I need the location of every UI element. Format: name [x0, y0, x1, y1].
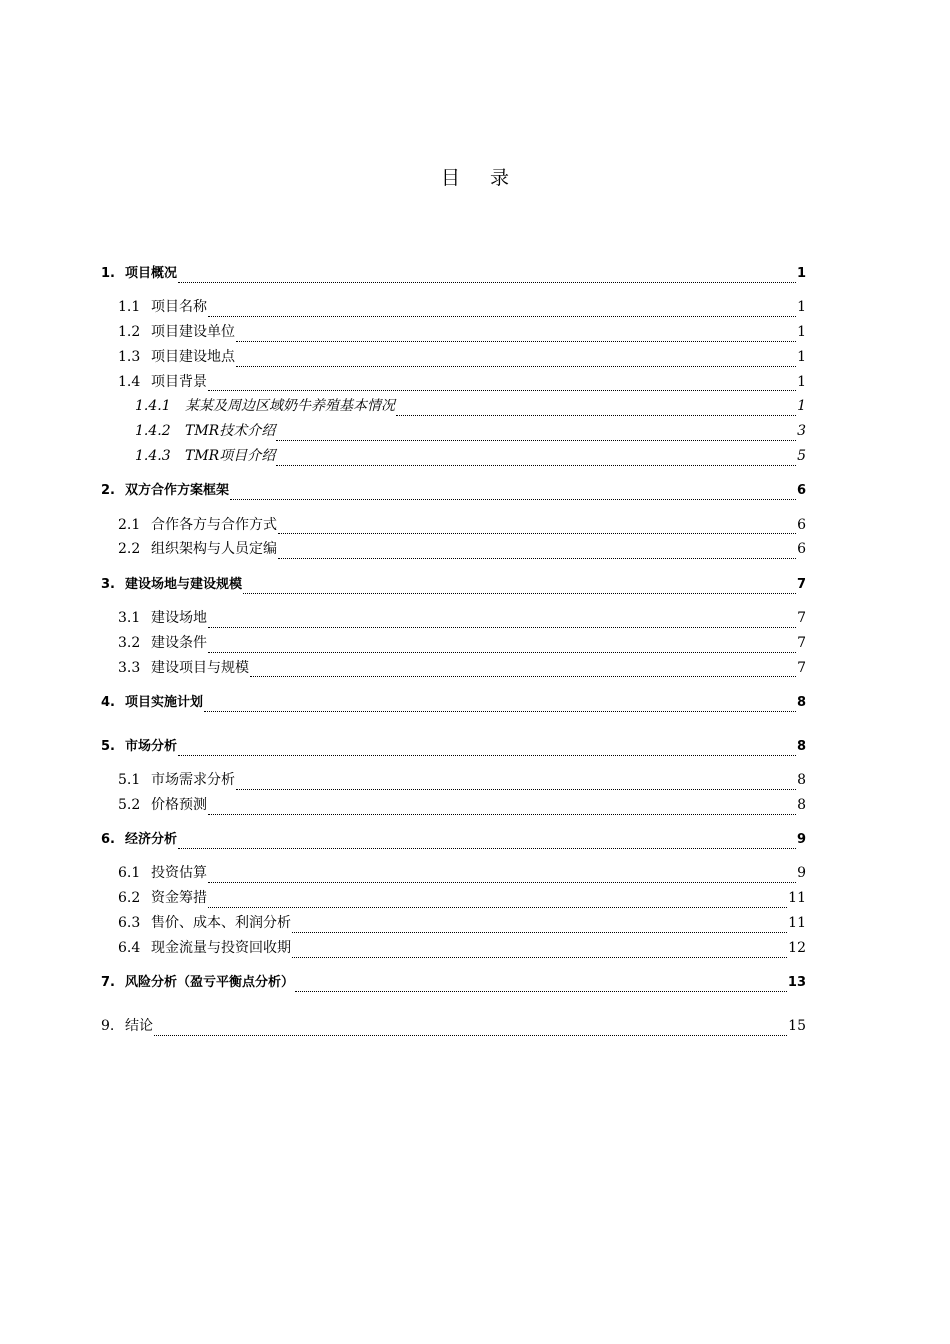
- toc-entry-3-2[interactable]: [101, 632, 806, 657]
- toc-number: 3.2: [118, 634, 141, 651]
- toc-entry-4[interactable]: [101, 691, 806, 716]
- toc-label: 项目建设单位: [151, 324, 235, 341]
- toc-label: 价格预测: [151, 796, 207, 813]
- toc-page: 1: [797, 324, 806, 341]
- toc-label: 经济分析: [125, 832, 178, 848]
- toc-label: 项目实施计划: [125, 694, 204, 710]
- toc-page: 6: [797, 541, 806, 558]
- toc-number: 3.1: [118, 610, 141, 627]
- toc-entry-2-2[interactable]: [101, 538, 806, 563]
- toc-entry-2-1[interactable]: [101, 514, 806, 539]
- toc-leader: [396, 415, 796, 416]
- toc-number: 2.2: [118, 541, 141, 558]
- toc-leader: [178, 282, 796, 283]
- toc-leader: [276, 465, 796, 466]
- toc-leader: [204, 711, 796, 712]
- toc-number: 7.: [101, 975, 115, 991]
- toc-entry-1-1[interactable]: [101, 296, 806, 321]
- toc-title-char-2: 录: [490, 167, 510, 189]
- toc-number: 1.4: [118, 373, 141, 390]
- toc-number: 1.4.1: [135, 398, 171, 415]
- toc-page: 8: [797, 772, 806, 789]
- toc-number: 5.: [101, 738, 115, 754]
- toc-entry-1-4-2[interactable]: [101, 420, 806, 445]
- toc-label: 项目建设地点: [151, 348, 235, 365]
- toc-leader: [208, 390, 796, 391]
- toc-number: 6.1: [118, 865, 141, 882]
- toc-leader: [250, 676, 796, 677]
- toc-label: TMR技术介绍: [185, 423, 276, 440]
- toc-leader: [178, 755, 796, 756]
- toc-leader: [292, 932, 787, 933]
- toc-label: 项目概况: [125, 266, 178, 281]
- toc-page: 1: [796, 266, 806, 281]
- toc-number: 3.3: [118, 659, 141, 676]
- toc-number: 1.: [101, 266, 115, 281]
- toc-page: 6: [796, 483, 806, 499]
- table-of-contents: [101, 262, 806, 1040]
- toc-leader: [230, 499, 796, 500]
- toc-leader: [276, 440, 796, 441]
- toc-number: 2.1: [118, 516, 141, 533]
- toc-number: 1.4.2: [135, 423, 171, 440]
- toc-page: 9: [797, 865, 806, 882]
- toc-leader: [236, 341, 796, 342]
- toc-page: 1: [797, 373, 806, 390]
- toc-page: 9: [796, 832, 806, 848]
- toc-leader: [208, 882, 796, 883]
- toc-entry-6[interactable]: [101, 828, 806, 853]
- toc-label: 合作各方与合作方式: [151, 516, 277, 533]
- toc-page: 1: [797, 299, 806, 316]
- toc-label: 现金流量与投资回收期: [151, 939, 291, 956]
- toc-label: 某某及周边区域奶牛养殖基本情况: [185, 398, 395, 415]
- toc-leader: [243, 593, 796, 594]
- toc-entry-5-1[interactable]: [101, 769, 806, 794]
- toc-number: 1.2: [118, 324, 141, 341]
- toc-entry-5[interactable]: [101, 735, 806, 760]
- toc-entry-1[interactable]: [101, 262, 806, 287]
- toc-leader: [278, 558, 796, 559]
- toc-entry-6-4[interactable]: [101, 937, 806, 962]
- toc-page: 6: [797, 516, 806, 533]
- toc-number: 9.: [101, 1017, 115, 1034]
- toc-entry-6-2[interactable]: [101, 887, 806, 912]
- toc-number: 5.1: [118, 772, 141, 789]
- toc-entry-1-4-3[interactable]: [101, 445, 806, 470]
- toc-leader: [208, 316, 796, 317]
- toc-page: 12: [788, 939, 806, 956]
- toc-leader: [154, 1035, 787, 1036]
- toc-leader: [208, 907, 787, 908]
- toc-page: 11: [788, 915, 806, 932]
- toc-entry-5-2[interactable]: [101, 794, 806, 819]
- toc-page: 15: [788, 1017, 806, 1034]
- toc-number: 6.3: [118, 915, 141, 932]
- toc-label: 售价、成本、利润分析: [151, 915, 291, 932]
- toc-number: 6.4: [118, 939, 141, 956]
- toc-number: 6.2: [118, 890, 141, 907]
- toc-leader: [295, 991, 787, 992]
- toc-number: 5.2: [118, 796, 141, 813]
- toc-entry-2[interactable]: [101, 479, 806, 504]
- toc-title: [0, 163, 950, 190]
- toc-entry-3-3[interactable]: [101, 657, 806, 682]
- toc-page: 3: [797, 423, 806, 440]
- toc-leader: [236, 366, 796, 367]
- toc-leader: [278, 533, 796, 534]
- toc-entry-6-1[interactable]: [101, 862, 806, 887]
- toc-page: 11: [788, 890, 806, 907]
- toc-leader: [208, 814, 796, 815]
- toc-label: 项目名称: [151, 299, 207, 316]
- toc-entry-6-3[interactable]: [101, 912, 806, 937]
- toc-page: 1: [797, 398, 806, 415]
- toc-entry-1-2[interactable]: [101, 321, 806, 346]
- toc-number: 3.: [101, 576, 115, 592]
- toc-page: 13: [787, 975, 806, 991]
- toc-entry-9[interactable]: [101, 1015, 806, 1040]
- toc-label: 市场需求分析: [151, 772, 235, 789]
- toc-label: 结论: [125, 1017, 153, 1034]
- toc-page: 1: [797, 348, 806, 365]
- toc-number: 4.: [101, 694, 115, 710]
- toc-number: 1.3: [118, 348, 141, 365]
- toc-label: 建设场地: [151, 610, 207, 627]
- toc-leader: [178, 848, 796, 849]
- toc-label: 组织架构与人员定编: [151, 541, 277, 558]
- toc-label: 项目背景: [151, 373, 207, 390]
- toc-page: 8: [796, 738, 806, 754]
- toc-page: 7: [796, 576, 806, 592]
- toc-page: 8: [797, 796, 806, 813]
- toc-page: 5: [797, 448, 806, 465]
- toc-number: 1.4.3: [135, 448, 171, 465]
- toc-page: 7: [797, 610, 806, 627]
- toc-label: 风险分析（盈亏平衡点分析）: [125, 975, 295, 991]
- toc-leader: [208, 652, 796, 653]
- toc-entry-1-4-1[interactable]: [101, 395, 806, 420]
- toc-label: 市场分析: [125, 738, 178, 754]
- toc-entry-1-4[interactable]: [101, 371, 806, 396]
- toc-label: 双方合作方案框架: [125, 483, 230, 499]
- toc-label: TMR项目介绍: [185, 448, 276, 465]
- toc-leader: [208, 627, 796, 628]
- toc-label: 投资估算: [151, 865, 207, 882]
- toc-label: 资金筹措: [151, 890, 207, 907]
- toc-label: 建设条件: [151, 634, 207, 651]
- toc-entry-1-3[interactable]: [101, 346, 806, 371]
- toc-page: 7: [797, 634, 806, 651]
- toc-label: 建设场地与建设规模: [125, 576, 243, 592]
- toc-label: 建设项目与规模: [151, 659, 249, 676]
- toc-leader: [236, 789, 796, 790]
- toc-title-char-1: 目: [440, 167, 460, 189]
- toc-entry-7[interactable]: [101, 971, 806, 996]
- toc-page: 8: [796, 694, 806, 710]
- toc-number: 2.: [101, 483, 115, 499]
- toc-leader: [292, 957, 787, 958]
- toc-entry-3[interactable]: [101, 573, 806, 598]
- toc-number: 6.: [101, 832, 115, 848]
- toc-entry-3-1[interactable]: [101, 607, 806, 632]
- toc-page: 7: [797, 659, 806, 676]
- toc-number: 1.1: [118, 299, 141, 316]
